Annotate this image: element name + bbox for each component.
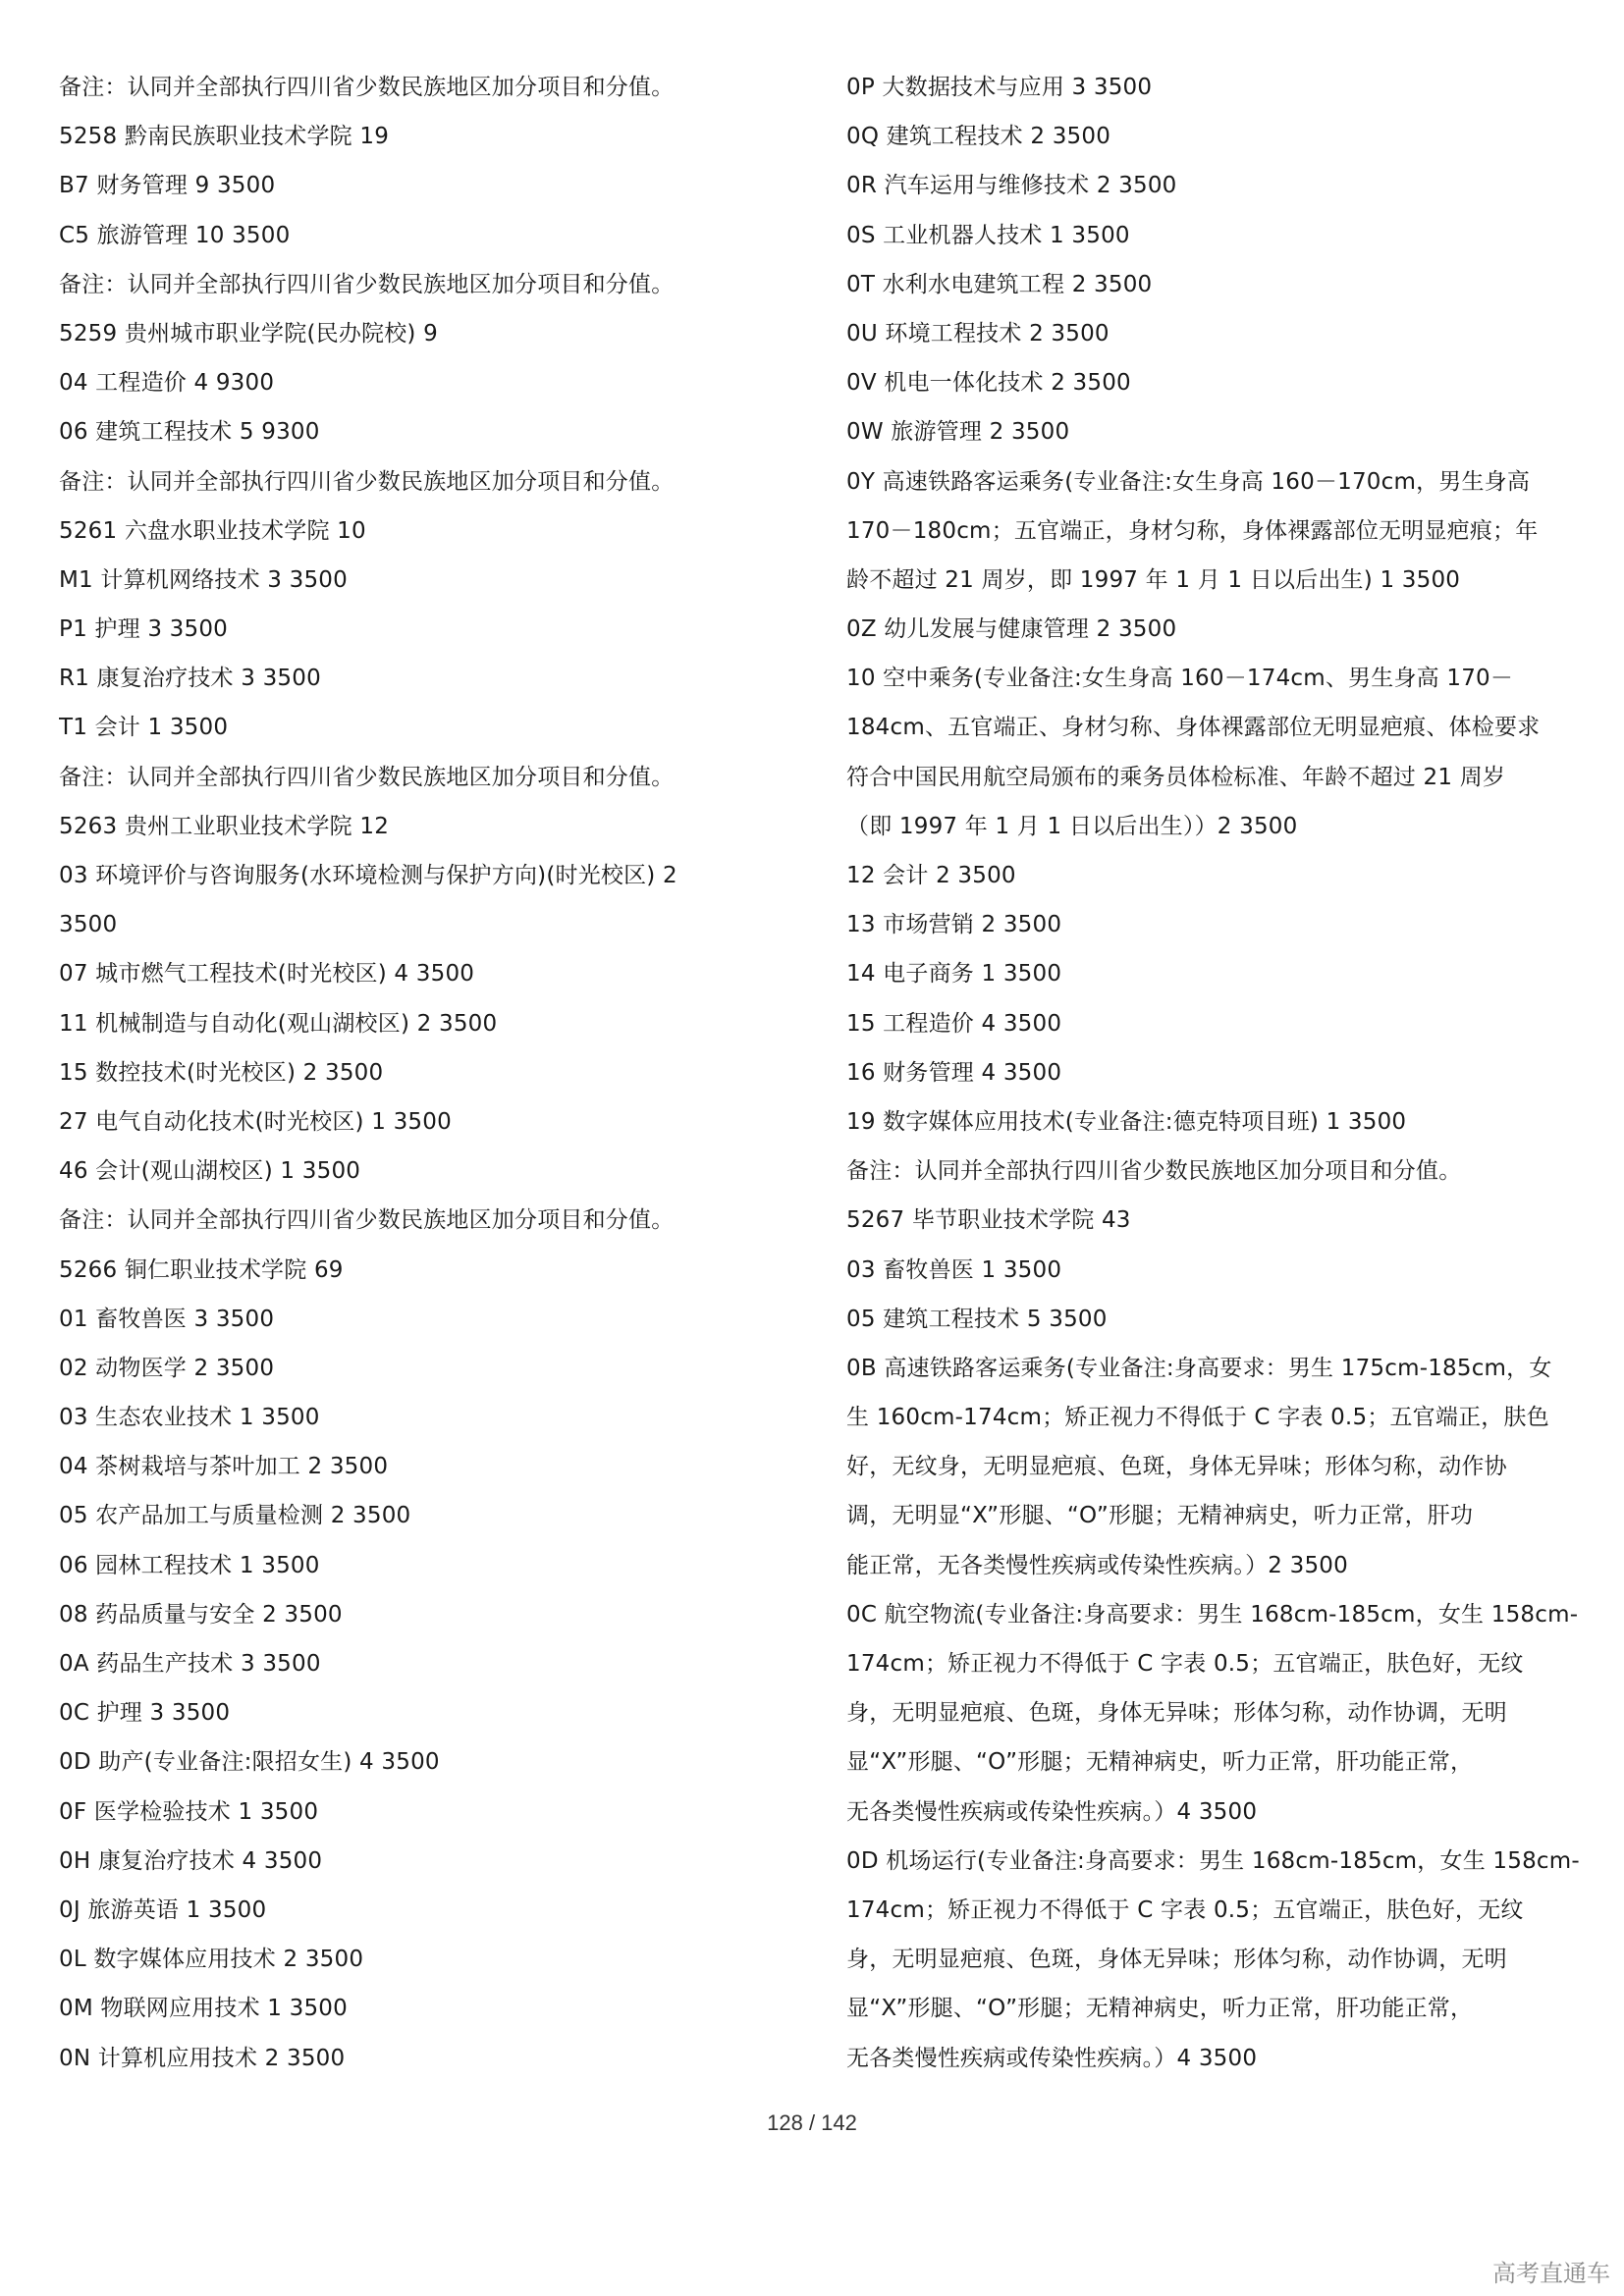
text-line: 无各类慢性疾病或传染性疾病。）4 3500 <box>846 2045 1258 2071</box>
text-line: 0F 医学检验技术 1 3500 <box>59 1798 319 1825</box>
text-line: 174cm；矫正视力不得低于 C 字表 0.5；五官端正，肤色好，无纹 <box>846 1651 1524 1677</box>
text-line: （即 1997 年 1 月 1 日以后出生））2 3500 <box>846 813 1298 839</box>
text-line: M1 计算机网络技术 3 3500 <box>59 566 348 593</box>
text-line: 0Y 高速铁路客运乘务(专业备注:女生身高 160－170cm，男生身高 <box>846 468 1531 495</box>
text-line: 02 动物医学 2 3500 <box>59 1355 275 1381</box>
text-line: R1 康复治疗技术 3 3500 <box>59 666 321 692</box>
text-line: 10 空中乘务(专业备注:女生身高 160－174cm、男生身高 170－ <box>846 666 1514 692</box>
text-line: 生 160cm-174cm；矫正视力不得低于 C 字表 0.5；五官端正，肤色 <box>846 1405 1549 1431</box>
left-column <box>59 63 785 2083</box>
text-line: T1 会计 1 3500 <box>59 715 229 741</box>
text-line: 备注：认同并全部执行四川省少数民族地区加分项目和分值。 <box>846 1158 1462 1185</box>
text-line: 0A 药品生产技术 3 3500 <box>59 1651 321 1677</box>
text-line: 46 会计(观山湖校区) 1 3500 <box>59 1158 361 1185</box>
text-line: 5263 贵州工业职业技术学院 12 <box>59 813 390 839</box>
text-line: 01 畜牧兽医 3 3500 <box>59 1306 275 1332</box>
text-line: 174cm；矫正视力不得低于 C 字表 0.5；五官端正，肤色好，无纹 <box>846 1896 1524 1923</box>
text-line: 05 建筑工程技术 5 3500 <box>846 1306 1108 1332</box>
text-line: 0L 数字媒体应用技术 2 3500 <box>59 1947 364 1973</box>
page-number: 128 / 142 <box>767 2110 857 2135</box>
text-line: 0D 助产(专业备注:限招女生) 4 3500 <box>59 1749 440 1776</box>
text-line: 备注：认同并全部执行四川省少数民族地区加分项目和分值。 <box>59 1207 675 1234</box>
text-line: 0S 工业机器人技术 1 3500 <box>846 222 1130 248</box>
text-line: 身，无明显疤痕、色斑，身体无异味；形体匀称，动作协调，无明 <box>846 1947 1507 1973</box>
text-line: 0D 机场运行(专业备注:身高要求：男生 168cm-185cm，女生 158cm- <box>846 1847 1580 1874</box>
text-line: 07 城市燃气工程技术(时光校区) 4 3500 <box>59 961 475 988</box>
text-line: P1 护理 3 3500 <box>59 616 229 643</box>
text-line: 好，无纹身，无明显疤痕、色斑，身体无异味；形体匀称，动作协 <box>846 1454 1507 1480</box>
text-line: 符合中国民用航空局颁布的乘务员体检标准、年龄不超过 21 周岁 <box>846 764 1506 790</box>
text-line: 04 茶树栽培与茶叶加工 2 3500 <box>59 1454 389 1480</box>
text-line: 0Q 建筑工程技术 2 3500 <box>846 124 1111 150</box>
text-line: 备注：认同并全部执行四川省少数民族地区加分项目和分值。 <box>59 764 675 790</box>
text-line: 身，无明显疤痕、色斑，身体无异味；形体匀称，动作协调，无明 <box>846 1700 1507 1727</box>
text-line: 11 机械制造与自动化(观山湖校区) 2 3500 <box>59 1010 498 1037</box>
text-line: C5 旅游管理 10 3500 <box>59 222 291 248</box>
text-line: 0N 计算机应用技术 2 3500 <box>59 2045 346 2071</box>
text-line: 15 工程造价 4 3500 <box>846 1010 1062 1037</box>
text-line: 0P 大数据技术与应用 3 3500 <box>846 75 1153 100</box>
text-line: 170－180cm；五官端正，身材匀称，身体裸露部位无明显疤痕；年 <box>846 517 1539 544</box>
text-line: 04 工程造价 4 9300 <box>59 370 275 397</box>
text-line: 27 电气自动化技术(时光校区) 1 3500 <box>59 1108 452 1135</box>
text-line: 0H 康复治疗技术 4 3500 <box>59 1847 323 1874</box>
text-line: 能正常，无各类慢性疾病或传染性疾病。）2 3500 <box>846 1552 1348 1578</box>
text-line: 显“X”形腿、“O”形腿；无精神病史，听力正常，肝功能正常， <box>846 1749 1474 1776</box>
text-line: 0V 机电一体化技术 2 3500 <box>846 370 1131 397</box>
text-line: 龄不超过 21 周岁，即 1997 年 1 月 1 日以后出生) 1 3500 <box>846 566 1461 593</box>
text-line: 0R 汽车运用与维修技术 2 3500 <box>846 173 1177 199</box>
text-line: 显“X”形腿、“O”形腿；无精神病史，听力正常，肝功能正常， <box>846 1996 1474 2022</box>
text-line: 05 农产品加工与质量检测 2 3500 <box>59 1503 411 1529</box>
text-line: 0Z 幼儿发展与健康管理 2 3500 <box>846 616 1177 643</box>
watermark-text: 高考直通车 <box>1492 2260 1610 2287</box>
text-line: 0M 物联网应用技术 1 3500 <box>59 1996 348 2022</box>
text-line: 备注：认同并全部执行四川省少数民族地区加分项目和分值。 <box>59 468 675 495</box>
text-line: 15 数控技术(时光校区) 2 3500 <box>59 1059 384 1086</box>
text-line: 03 生态农业技术 1 3500 <box>59 1405 320 1431</box>
text-line: 0C 航空物流(专业备注:身高要求：男生 168cm-185cm，女生 158cm- <box>846 1601 1579 1628</box>
text-line: 备注：认同并全部执行四川省少数民族地区加分项目和分值。 <box>59 75 675 100</box>
text-line: 0W 旅游管理 2 3500 <box>846 419 1070 446</box>
text-line: 5261 六盘水职业技术学院 10 <box>59 517 366 544</box>
text-line: 16 财务管理 4 3500 <box>846 1059 1062 1086</box>
text-line: 03 环境评价与咨询服务(水环境检测与保护方向)(时光校区) 2 <box>59 863 677 888</box>
right-column <box>846 63 1593 2083</box>
text-line: 0J 旅游英语 1 3500 <box>59 1896 267 1923</box>
text-line: 0T 水利水电建筑工程 2 3500 <box>846 271 1153 297</box>
text-line: 0B 高速铁路客运乘务(专业备注:身高要求：男生 175cm-185cm，女 <box>846 1355 1552 1381</box>
text-line: 备注：认同并全部执行四川省少数民族地区加分项目和分值。 <box>59 271 675 297</box>
text-line: 12 会计 2 3500 <box>846 863 1016 888</box>
text-line: B7 财务管理 9 3500 <box>59 173 276 199</box>
text-line: 184cm、五官端正、身材匀称、身体裸露部位无明显疤痕、体检要求 <box>846 715 1541 741</box>
text-line: 0C 护理 3 3500 <box>59 1700 231 1727</box>
text-line: 3500 <box>59 912 118 938</box>
text-line: 调，无明显“X”形腿、“O”形腿；无精神病史，听力正常，肝功 <box>846 1503 1474 1529</box>
text-line: 08 药品质量与安全 2 3500 <box>59 1601 343 1628</box>
text-line: 19 数字媒体应用技术(专业备注:德克特项目班) 1 3500 <box>846 1108 1407 1135</box>
text-line: 03 畜牧兽医 1 3500 <box>846 1256 1062 1283</box>
text-line: 5259 贵州城市职业学院(民办院校) 9 <box>59 320 438 347</box>
text-line: 5267 毕节职业技术学院 43 <box>846 1207 1131 1234</box>
text-line: 0U 环境工程技术 2 3500 <box>846 320 1110 347</box>
text-line: 13 市场营销 2 3500 <box>846 912 1062 938</box>
text-line: 06 园林工程技术 1 3500 <box>59 1552 320 1578</box>
text-line: 无各类慢性疾病或传染性疾病。）4 3500 <box>846 1798 1258 1825</box>
text-line: 5258 黔南民族职业技术学院 19 <box>59 124 390 150</box>
text-line: 14 电子商务 1 3500 <box>846 961 1062 988</box>
text-line: 5266 铜仁职业技术学院 69 <box>59 1256 344 1283</box>
text-line: 06 建筑工程技术 5 9300 <box>59 419 320 446</box>
